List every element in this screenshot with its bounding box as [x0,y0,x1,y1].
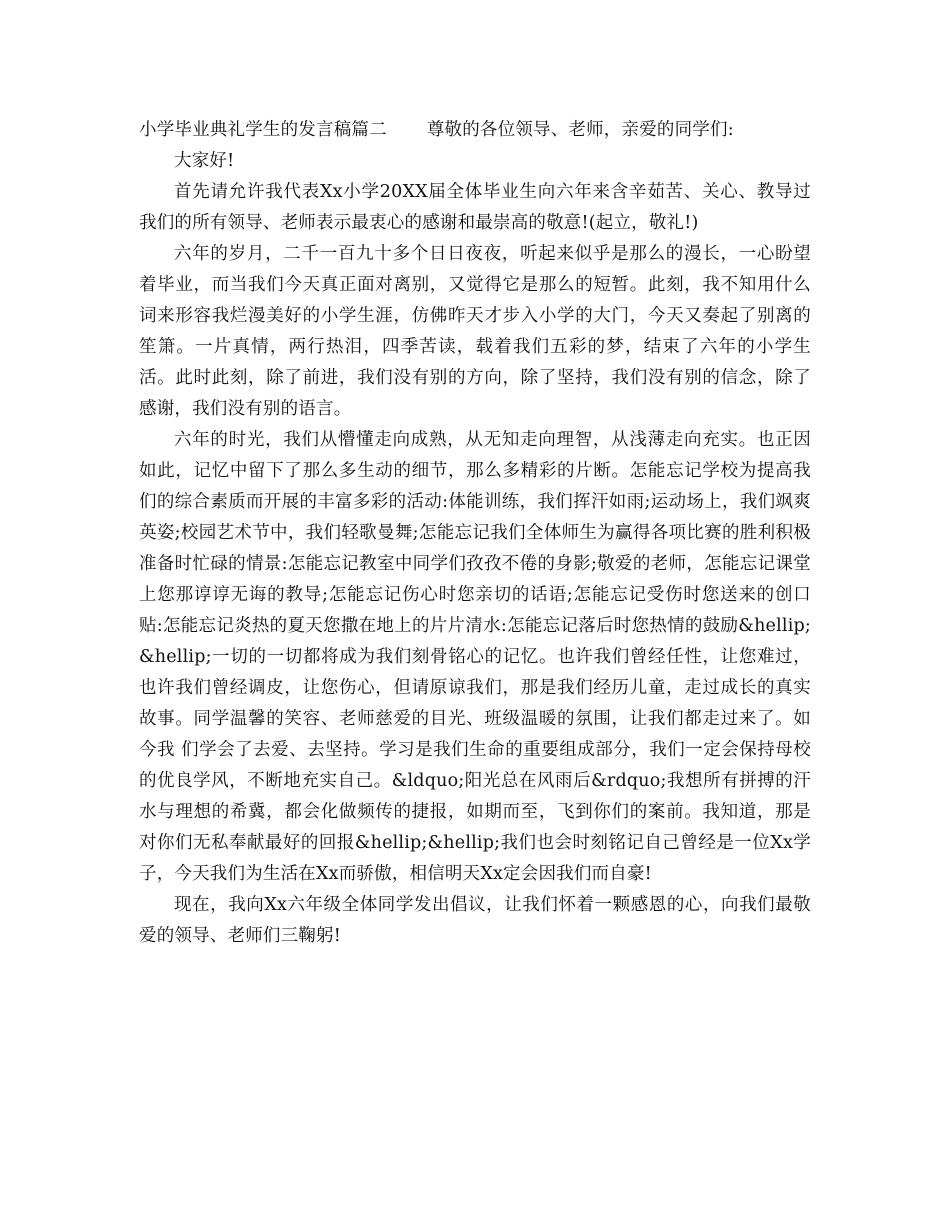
salutation: 尊敬的各位领导、老师，亲爱的同学们: [426,120,734,140]
speech-body [139,115,811,952]
paragraph-greeting: 大家好! [174,151,235,171]
title-line [139,115,811,146]
paragraph-thanks: 首先请允许我代表Xx小学20XX届全体毕业生向六年来含辛茹苦、关心、教导过我们的所有领导、老师表示最衷心的感谢和最崇高的敬意!(起立，敬礼!) [139,182,811,233]
paragraph-memories: 六年的时光，我们从懵懂走向成熟，从无知走向理智，从浅薄走向充实。也正因如此，记忆中留下了那么多生动的细节，那么多精彩的片断。怎能忘记学校为提高我们的综合素质而开展的丰富多彩的活动:体能训练，我们挥汗如雨;运动场上，我们飒爽英姿;校园艺术节中，我们轻歌曼舞;怎能忘记我们全体师生为赢得各项比赛的胜利积极准备时忙碌的情景:怎能忘记教室中同学们孜孜不倦的身影;敬爱的老师，怎能忘记课堂上您那谆谆无诲的教导;怎能忘记伤心时您亲切的话语;怎能忘记受伤时您送来的创口贴:怎能忘记炎热的夏天您撒在地上的片片清水:怎能忘记落后时您热情的鼓励&hellip;&hellip;一切的一切都将成为我们刻骨铭心的记忆。也许我们曾经任性，让您难过，也许我们曾经调皮，让您伤心，但请原谅我们，那是我们经历儿童，走过成长的真实故事。同学温馨的笑容、老师慈爱的目光、班级温暖的氛围，让我们都走过来了。如今我 们学会了去爱、去坚持。学习是我们生命的重要组成部分，我们一定会保持母校的优良学风，不断地充实自己。&ldquo;阳光总在风雨后&rdquo;我想所有拼搏的汗水与理想的希冀，都会化做频传的捷报，如期而至，飞到你们的案前。我知道，那是对你们无私奉献最好的回报&hellip;&hellip;我们也会时刻铭记自己曾经是一位Xx学子，今天我们为生活在Xx而骄傲，相信明天Xx定会因我们而自豪! [139,430,811,884]
paragraph-six-years: 六年的岁月，二千一百九十多个日日夜夜，听起来似乎是那么的漫长，一心盼望着毕业，而当我们今天真正面对离别，又觉得它是那么的短暂。此刻，我不知用什么词来形容我烂漫美好的小学生涯，仿佛昨天才步入小学的大门，今天又奏起了别离的笙箫。一片真情，两行热泪，四季苦读，载着我们五彩的梦，结束了六年的小学生活。此时此刻，除了前进，我们没有别的方向，除了坚持，我们没有别的信念，除了感谢，我们没有别的语言。 [139,244,811,419]
paragraph-proposal: 现在，我向Xx六年级全体同学发出倡议，让我们怀着一颗感恩的心，向我们最敬爱的领导、老师们三鞠躬! [139,895,811,946]
document-title: 小学毕业典礼学生的发言稿篇二 [139,120,387,140]
